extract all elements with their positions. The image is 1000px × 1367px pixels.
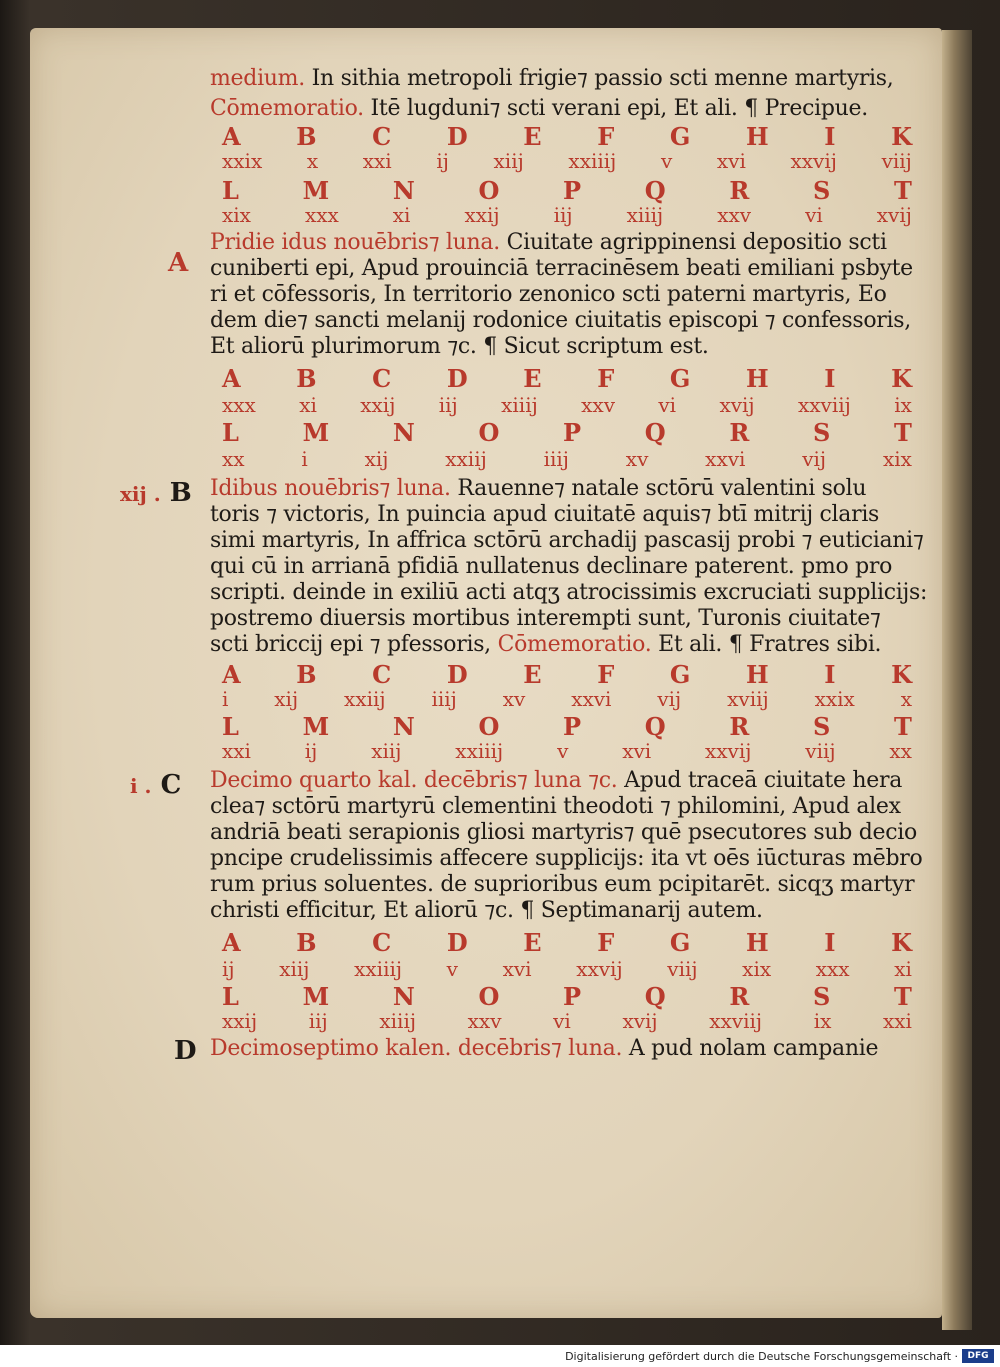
dominical-letter: D [446, 660, 468, 689]
dominical-letter: O [478, 712, 500, 741]
dominical-letter: I [824, 122, 836, 151]
table-number: xiiij [501, 393, 538, 417]
table-number: v [557, 739, 569, 763]
text-line: simi martyris, In affrica sctōrū archadij pascasij probi ⁊ euticiani⁊ [210, 528, 924, 553]
table-number: xx [889, 739, 912, 763]
table-number: xiij [371, 739, 402, 763]
table-number: ix [813, 1009, 832, 1033]
table-number: xxij [360, 393, 396, 417]
dominical-letter: R [729, 176, 750, 205]
dominical-letter: F [597, 928, 615, 957]
letter-row [222, 714, 912, 740]
text-line: ri et cōfessoris, In territorio zenonico scti paterni martyris, Eo [210, 282, 887, 307]
table-number: xxi [362, 149, 392, 173]
table-number: xij [364, 447, 389, 471]
margin-note: i . C [130, 770, 182, 800]
dominical-letter: M [302, 982, 330, 1011]
dominical-letter: P [563, 982, 582, 1011]
dominical-letter: K [891, 928, 912, 957]
letter-row [222, 930, 912, 956]
dominical-letter: B [296, 364, 317, 393]
table-number: xv [625, 447, 649, 471]
dominical-letter: L [222, 418, 239, 447]
table-number: xxv [581, 393, 616, 417]
dominical-letter: G [669, 122, 691, 151]
dominical-letter: Q [644, 418, 666, 447]
dominical-letter: R [729, 712, 750, 741]
table-number: xviij [727, 687, 769, 711]
dominical-letter: S [813, 712, 831, 741]
table-number: iiij [431, 687, 457, 711]
table-number: ix [894, 393, 912, 417]
table-number: i [222, 687, 229, 711]
dominical-letter: H [745, 928, 769, 957]
dominical-letter: O [478, 418, 500, 447]
table-number: xxx [815, 957, 850, 981]
dominical-letter: S [813, 176, 831, 205]
table-number: xiiij [626, 203, 664, 227]
table-number: vi [805, 203, 823, 227]
dominical-letter: D [446, 122, 468, 151]
dominical-letter: P [563, 418, 582, 447]
table-number: vi [553, 1009, 571, 1033]
table-number: v [446, 957, 458, 981]
dominical-letter: G [669, 660, 691, 689]
table-number: xvij [622, 1009, 658, 1033]
table-number: xxvij [576, 957, 623, 981]
table-number: v [660, 149, 673, 173]
dominical-letter: T [894, 418, 912, 447]
dominical-letter: N [392, 176, 415, 205]
table-number: xix [222, 203, 251, 227]
dominical-letter: M [302, 712, 330, 741]
letter-row [222, 178, 912, 204]
dominical-letter: Q [644, 982, 666, 1011]
text-line: qui cū in arrianā pfidiā nullatenus declinare paterent. pmo pro [210, 554, 893, 579]
table-number: xx [222, 447, 245, 471]
table-number: x [900, 687, 912, 711]
table-number: xi [299, 393, 317, 417]
text-line: scti briccij epi ⁊ pfessoris, Cōmemoratio. Et ali. ¶ Fratres sibi. [210, 632, 882, 657]
margin-letter: A [168, 248, 189, 278]
number-row [222, 958, 912, 980]
text-line: rum prius soluentes. de suprioribus eum pcipitarēt. sicqʒ martyr [210, 872, 915, 897]
table-number: xiiij [379, 1009, 417, 1033]
dominical-letter: L [222, 982, 239, 1011]
dominical-letter: N [392, 982, 415, 1011]
dominical-letter: H [745, 122, 769, 151]
table-number: xxviij [709, 1009, 763, 1033]
number-row [222, 448, 912, 470]
dominical-letter: A [222, 928, 241, 957]
dominical-letter: E [523, 364, 542, 393]
dominical-letter: S [813, 982, 831, 1011]
dominical-letter: C [372, 122, 392, 151]
table-number: xxx [304, 203, 339, 227]
dominical-letter: B [296, 122, 317, 151]
dominical-letter: R [729, 982, 750, 1011]
table-number: iiij [543, 447, 569, 471]
dominical-letter: O [478, 982, 500, 1011]
dominical-letter: N [392, 712, 415, 741]
table-number: xv [502, 687, 526, 711]
dominical-letter: B [296, 660, 317, 689]
dominical-letter: P [563, 712, 582, 741]
table-number: xxv [467, 1009, 502, 1033]
text-line: pncipe crudelissimis affecere supplicijs: ita vt oēs iūcturas mēbro [210, 846, 923, 871]
text-line: Pridie idus nouēbris⁊ luna. Ciuitate agrippinensi depositio scti [210, 230, 887, 255]
margin-note: xij . B [120, 478, 192, 508]
number-row [222, 204, 912, 226]
text-line: medium. In sithia metropoli frigie⁊ passio scti menne martyris, [210, 66, 894, 91]
table-number: xix [882, 447, 912, 471]
table-number: ij [222, 957, 235, 981]
table-number: xxiiij [568, 149, 617, 173]
dominical-letter: M [302, 176, 330, 205]
dominical-letter: K [891, 364, 912, 393]
text-line: cuniberti epi, Apud prouinciā terracinēsem beati emiliani psbyte [210, 256, 913, 281]
dominical-letter: P [563, 176, 582, 205]
dominical-letter: I [824, 660, 836, 689]
dominical-letter: D [446, 928, 468, 957]
text-line: Idibus nouēbris⁊ luna. Rauenne⁊ natale sctōrū valentini solu [210, 476, 867, 501]
text-line: Decimo quarto kal. decēbris⁊ luna ⁊c. Apud traceā ciuitate hera [210, 768, 903, 793]
dominical-letter: B [296, 928, 317, 957]
dominical-letter: Q [644, 712, 666, 741]
dominical-letter: H [745, 364, 769, 393]
margin-letter: D [174, 1036, 197, 1066]
table-number: xvi [502, 957, 532, 981]
dominical-letter: T [894, 982, 912, 1011]
table-number: xxij [464, 203, 500, 227]
table-number: xij [274, 687, 299, 711]
table-number: xxiij [445, 447, 487, 471]
dominical-letter: E [523, 660, 542, 689]
dominical-letter: E [523, 928, 542, 957]
dominical-letter: Q [644, 176, 666, 205]
dominical-letter: I [824, 364, 836, 393]
letter-row [222, 420, 912, 446]
table-number: xi [392, 203, 411, 227]
table-number: xxx [222, 393, 256, 417]
dominical-letter: G [669, 928, 691, 957]
text-line: scripti. deinde in exiliū acti atqʒ atrocissimis excruciati supplicijs: [210, 580, 928, 605]
dominical-letter: O [478, 176, 500, 205]
text-line: toris ⁊ victoris, In puincia apud ciuitatē aquis⁊ btī mitrij claris [210, 502, 880, 527]
text-line: dem die⁊ sancti melanij rodonice ciuitatis episcopi ⁊ confessoris, [210, 308, 911, 333]
text-line: Cōmemoratio. Itē lugduni⁊ scti verani epi, Et ali. ¶ Precipue. [210, 96, 868, 121]
table-number: vij [657, 687, 682, 711]
dominical-letter: D [446, 364, 468, 393]
table-number: ij [436, 149, 449, 173]
number-row [222, 394, 912, 416]
table-number: xxviij [797, 393, 851, 417]
number-row [222, 1010, 912, 1032]
table-number: xvij [719, 393, 755, 417]
dominical-letter: A [222, 122, 241, 151]
table-number: viij [667, 957, 698, 981]
dominical-letter: S [813, 418, 831, 447]
table-number: xxvij [790, 149, 837, 173]
dominical-letter: F [597, 122, 615, 151]
table-number: viij [805, 739, 836, 763]
table-number: xxix [222, 149, 263, 173]
dominical-letter: G [669, 364, 691, 393]
text-line: Et aliorū plurimorum ⁊c. ¶ Sicut scriptum est. [210, 334, 709, 359]
dominical-letter: T [894, 176, 912, 205]
table-number: vi [658, 393, 677, 417]
table-number: iij [438, 393, 458, 417]
footer-bar [0, 1345, 1000, 1367]
dominical-letter: A [222, 364, 241, 393]
table-number: x [306, 149, 319, 173]
dominical-letter: I [824, 928, 836, 957]
table-number: xix [742, 957, 772, 981]
dominical-letter: A [222, 660, 241, 689]
dfg-logo: DFG [962, 1349, 994, 1363]
table-number: vij [802, 447, 827, 471]
letter-row [222, 984, 912, 1010]
table-number: i [301, 447, 308, 471]
table-number: xxi [222, 739, 251, 763]
table-number: xxvi [571, 687, 612, 711]
dominical-letter: L [222, 712, 239, 741]
table-number: xvij [876, 203, 912, 227]
table-number: xxij [222, 1009, 258, 1033]
dominical-letter: K [891, 660, 912, 689]
book-edge [942, 30, 972, 1330]
number-row [222, 740, 912, 762]
text-line: clea⁊ sctōrū martyrū clementini theodoti ⁊ philomini, Apud alex [210, 794, 901, 819]
text-line: postremo diuersis mortibus interempti sunt, Turonis ciuitate⁊ [210, 606, 881, 631]
letter-row [222, 124, 912, 150]
table-number: xiij [493, 149, 524, 173]
dominical-letter: R [729, 418, 750, 447]
dominical-letter: H [745, 660, 769, 689]
table-number: xxiiij [455, 739, 504, 763]
dominical-letter: L [222, 176, 239, 205]
dominical-letter: F [597, 364, 615, 393]
dominical-letter: C [372, 660, 392, 689]
number-row [222, 150, 912, 172]
table-number: iij [308, 1009, 328, 1033]
table-number: xiij [279, 957, 310, 981]
table-number: xxiij [344, 687, 386, 711]
table-number: iij [553, 203, 573, 227]
footer-text: Digitalisierung gefördert durch die Deutsche Forschungsgemeinschaft · [565, 1350, 958, 1363]
dominical-letter: K [891, 122, 912, 151]
letter-row [222, 366, 912, 392]
letter-row [222, 662, 912, 688]
dominical-letter: C [372, 928, 392, 957]
dominical-letter: T [894, 712, 912, 741]
table-number: xvi [716, 149, 746, 173]
number-row [222, 688, 912, 710]
text-line: christi efficitur, Et aliorū ⁊c. ¶ Septimanarij autem. [210, 898, 763, 923]
table-number: xxiiij [354, 957, 403, 981]
dominical-letter: F [597, 660, 615, 689]
text-line: andriā beati serapionis gliosi martyris⁊ quē psecutores sub decio [210, 820, 917, 845]
dominical-letter: M [302, 418, 330, 447]
dominical-letter: E [523, 122, 542, 151]
table-number: xxvij [704, 739, 752, 763]
table-number: xvi [622, 739, 652, 763]
dominical-letter: C [372, 364, 392, 393]
table-number: viij [881, 149, 912, 173]
text-line: Decimoseptimo kalen. decēbris⁊ luna. A pud nolam campanie [210, 1036, 879, 1061]
table-number: ij [304, 739, 318, 763]
table-number: xxi [883, 1009, 912, 1033]
dominical-letter: N [392, 418, 415, 447]
table-number: xi [894, 957, 912, 981]
table-number: xxvi [705, 447, 746, 471]
table-number: xxix [814, 687, 855, 711]
table-number: xxv [717, 203, 752, 227]
